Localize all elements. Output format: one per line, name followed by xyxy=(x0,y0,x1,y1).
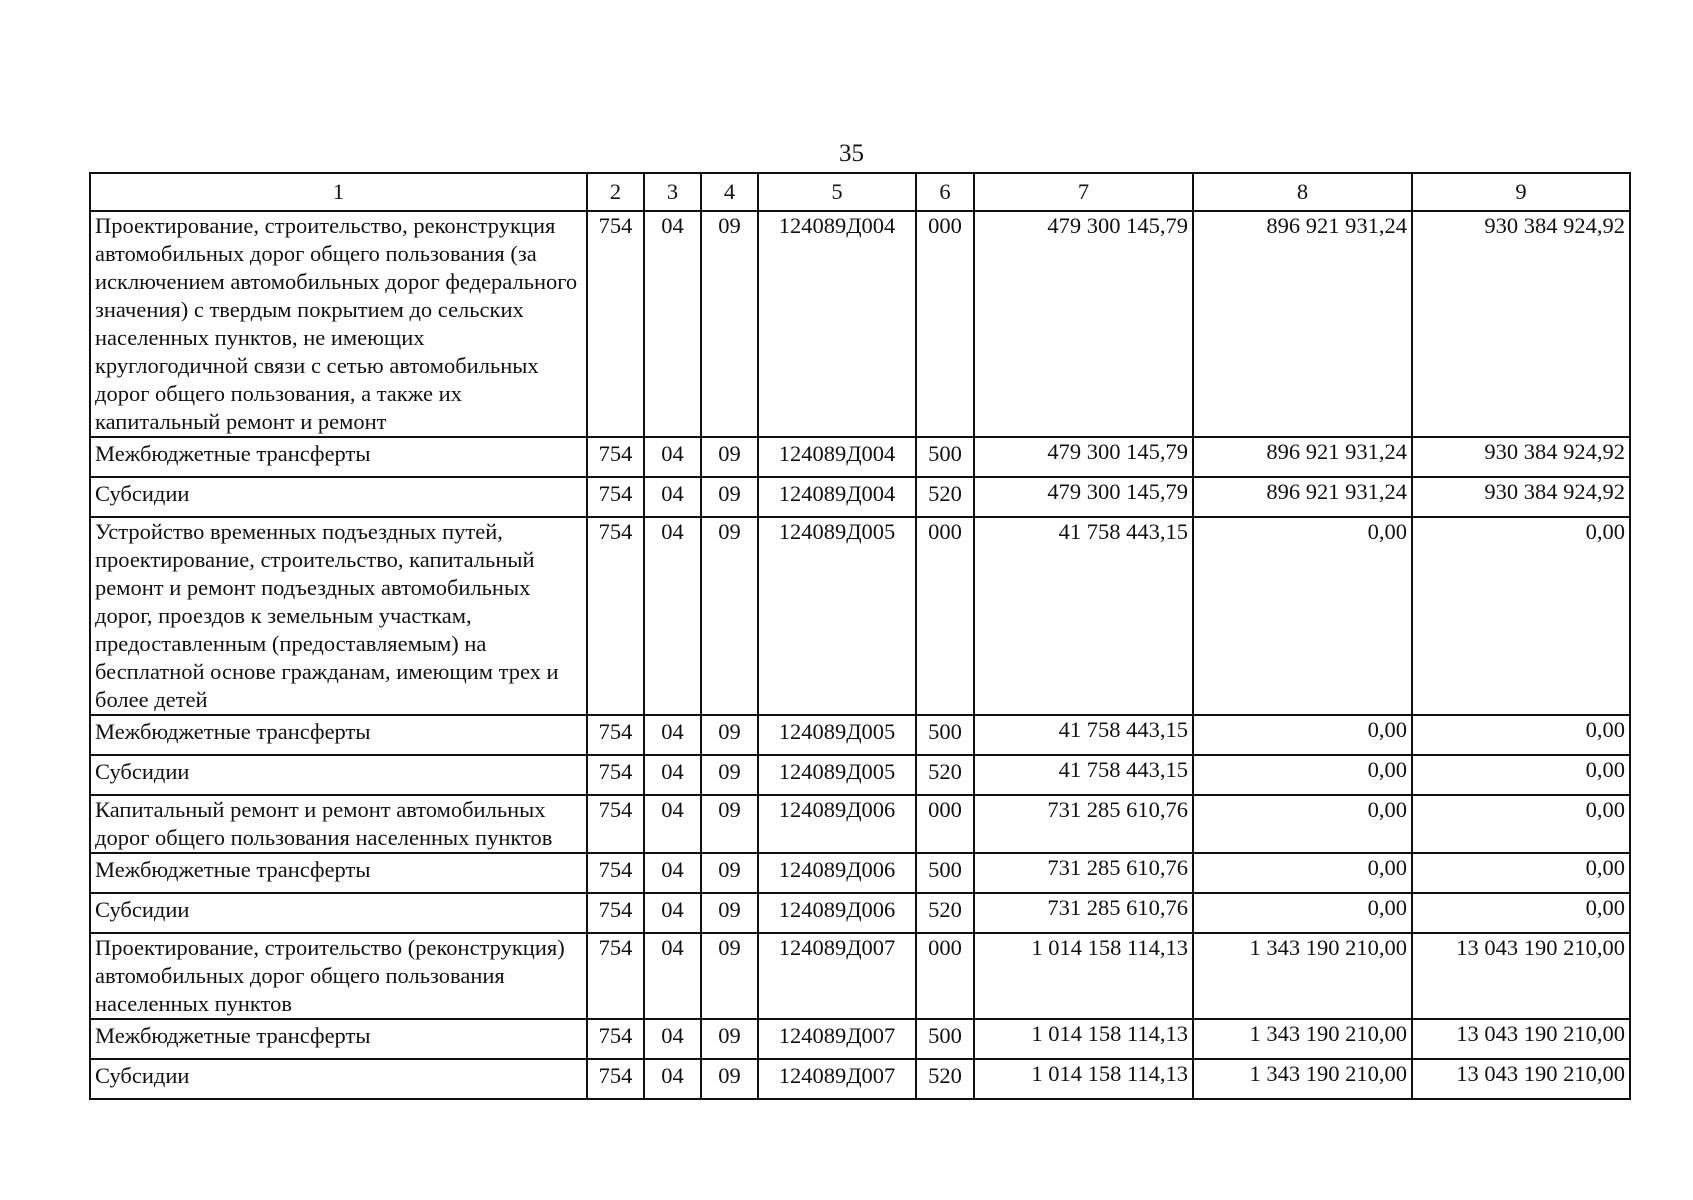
column-header-6: 6 xyxy=(916,173,974,211)
row-col-2: 754 xyxy=(587,517,644,715)
row-name: Межбюджетные трансферты xyxy=(90,1019,587,1059)
row-col-4: 09 xyxy=(701,715,758,755)
row-amount-9: 0,00 xyxy=(1412,893,1630,933)
row-amount-9: 0,00 xyxy=(1412,517,1630,715)
row-col-4: 09 xyxy=(701,477,758,517)
row-col-3: 04 xyxy=(644,853,701,893)
row-col-5: 124089Д006 xyxy=(758,795,916,853)
row-col-6: 520 xyxy=(916,477,974,517)
row-amount-7: 731 285 610,76 xyxy=(974,853,1193,893)
row-col-4: 09 xyxy=(701,211,758,437)
row-name: Межбюджетные трансферты xyxy=(90,853,587,893)
row-amount-7: 1 014 158 114,13 xyxy=(974,1019,1193,1059)
row-col-5: 124089Д004 xyxy=(758,437,916,477)
row-col-4: 09 xyxy=(701,437,758,477)
column-header-8: 8 xyxy=(1193,173,1412,211)
row-col-2: 754 xyxy=(587,933,644,1019)
row-amount-8: 0,00 xyxy=(1193,853,1412,893)
row-col-5: 124089Д007 xyxy=(758,1059,916,1099)
row-amount-8: 896 921 931,24 xyxy=(1193,477,1412,517)
column-header-4: 4 xyxy=(701,173,758,211)
row-amount-9: 13 043 190 210,00 xyxy=(1412,933,1630,1019)
row-amount-8: 0,00 xyxy=(1193,795,1412,853)
row-col-3: 04 xyxy=(644,211,701,437)
row-col-3: 04 xyxy=(644,437,701,477)
table-row xyxy=(90,893,1630,933)
column-header-5: 5 xyxy=(758,173,916,211)
row-col-2: 754 xyxy=(587,893,644,933)
row-col-4: 09 xyxy=(701,853,758,893)
row-col-3: 04 xyxy=(644,893,701,933)
row-col-4: 09 xyxy=(701,517,758,715)
budget-table xyxy=(89,172,1631,1100)
row-col-5: 124089Д004 xyxy=(758,477,916,517)
row-amount-8: 0,00 xyxy=(1193,755,1412,795)
row-name: Устройство временных подъездных путей, проектирование, строительство, капитальный ремонт и ремонт подъездных автомобильных дорог, проездов к земельным участкам, предоставленным (предоставляемым) на бесплатной основе гражданам, имеющим трех и более детей xyxy=(90,517,587,715)
row-col-5: 124089Д007 xyxy=(758,1019,916,1059)
row-col-6: 520 xyxy=(916,755,974,795)
row-col-4: 09 xyxy=(701,893,758,933)
row-amount-9: 13 043 190 210,00 xyxy=(1412,1019,1630,1059)
row-col-6: 500 xyxy=(916,715,974,755)
table-row xyxy=(90,477,1630,517)
row-amount-9: 930 384 924,92 xyxy=(1412,477,1630,517)
row-col-2: 754 xyxy=(587,1019,644,1059)
row-col-6: 000 xyxy=(916,517,974,715)
row-amount-7: 1 014 158 114,13 xyxy=(974,1059,1193,1099)
row-col-2: 754 xyxy=(587,437,644,477)
row-col-3: 04 xyxy=(644,795,701,853)
row-amount-9: 0,00 xyxy=(1412,755,1630,795)
row-col-4: 09 xyxy=(701,755,758,795)
table-row xyxy=(90,437,1630,477)
row-amount-8: 1 343 190 210,00 xyxy=(1193,933,1412,1019)
row-name: Межбюджетные трансферты xyxy=(90,437,587,477)
row-col-5: 124089Д005 xyxy=(758,715,916,755)
row-col-3: 04 xyxy=(644,517,701,715)
row-col-2: 754 xyxy=(587,795,644,853)
table-row xyxy=(90,715,1630,755)
row-amount-7: 479 300 145,79 xyxy=(974,477,1193,517)
row-col-6: 520 xyxy=(916,893,974,933)
row-col-4: 09 xyxy=(701,795,758,853)
row-col-6: 520 xyxy=(916,1059,974,1099)
column-header-7: 7 xyxy=(974,173,1193,211)
row-amount-8: 0,00 xyxy=(1193,893,1412,933)
row-amount-7: 479 300 145,79 xyxy=(974,437,1193,477)
row-amount-7: 731 285 610,76 xyxy=(974,795,1193,853)
row-col-5: 124089Д006 xyxy=(758,853,916,893)
table-row xyxy=(90,755,1630,795)
column-header-9: 9 xyxy=(1412,173,1630,211)
table-row xyxy=(90,1019,1630,1059)
row-col-4: 09 xyxy=(701,1059,758,1099)
row-name: Субсидии xyxy=(90,755,587,795)
column-header-2: 2 xyxy=(587,173,644,211)
row-col-2: 754 xyxy=(587,211,644,437)
row-amount-7: 41 758 443,15 xyxy=(974,715,1193,755)
row-amount-7: 41 758 443,15 xyxy=(974,755,1193,795)
row-col-6: 000 xyxy=(916,211,974,437)
row-amount-7: 41 758 443,15 xyxy=(974,517,1193,715)
row-amount-8: 1 343 190 210,00 xyxy=(1193,1059,1412,1099)
row-name: Проектирование, строительство, реконструкция автомобильных дорог общего пользования (за исключением автомобильных дорог федерального значения) с твердым покрытием до сельских населенных пунктов, не имеющих круглогодичной связи с сетью автомобильных дорог общего пользования, а также их капитальный ремонт и ремонт xyxy=(90,211,587,437)
row-col-3: 04 xyxy=(644,1059,701,1099)
row-amount-9: 0,00 xyxy=(1412,715,1630,755)
row-col-5: 124089Д005 xyxy=(758,517,916,715)
row-col-5: 124089Д006 xyxy=(758,893,916,933)
row-amount-8: 896 921 931,24 xyxy=(1193,211,1412,437)
column-header-3: 3 xyxy=(644,173,701,211)
row-amount-9: 0,00 xyxy=(1412,795,1630,853)
row-amount-8: 0,00 xyxy=(1193,517,1412,715)
table-row xyxy=(90,853,1630,893)
row-amount-9: 930 384 924,92 xyxy=(1412,437,1630,477)
row-amount-8: 1 343 190 210,00 xyxy=(1193,1019,1412,1059)
table-header-row xyxy=(90,173,1630,211)
table-row xyxy=(90,1059,1630,1099)
table-row xyxy=(90,211,1630,437)
row-amount-9: 930 384 924,92 xyxy=(1412,211,1630,437)
row-amount-8: 896 921 931,24 xyxy=(1193,437,1412,477)
row-col-2: 754 xyxy=(587,477,644,517)
row-col-3: 04 xyxy=(644,477,701,517)
row-amount-9: 13 043 190 210,00 xyxy=(1412,1059,1630,1099)
row-name: Субсидии xyxy=(90,477,587,517)
row-name: Межбюджетные трансферты xyxy=(90,715,587,755)
row-name: Проектирование, строительство (реконструкция) автомобильных дорог общего пользования населенных пунктов xyxy=(90,933,587,1019)
row-col-3: 04 xyxy=(644,933,701,1019)
row-col-6: 500 xyxy=(916,853,974,893)
row-name: Субсидии xyxy=(90,1059,587,1099)
row-col-3: 04 xyxy=(644,1019,701,1059)
row-col-3: 04 xyxy=(644,715,701,755)
row-amount-7: 479 300 145,79 xyxy=(974,211,1193,437)
row-col-6: 000 xyxy=(916,933,974,1019)
page-number: 35 xyxy=(839,140,864,167)
table-row xyxy=(90,517,1630,715)
row-amount-8: 0,00 xyxy=(1193,715,1412,755)
row-col-5: 124089Д004 xyxy=(758,211,916,437)
row-col-3: 04 xyxy=(644,755,701,795)
row-col-5: 124089Д005 xyxy=(758,755,916,795)
row-col-2: 754 xyxy=(587,853,644,893)
row-col-2: 754 xyxy=(587,1059,644,1099)
row-col-5: 124089Д007 xyxy=(758,933,916,1019)
row-col-4: 09 xyxy=(701,933,758,1019)
row-name: Капитальный ремонт и ремонт автомобильных дорог общего пользования населенных пунктов xyxy=(90,795,587,853)
row-col-2: 754 xyxy=(587,755,644,795)
row-name: Субсидии xyxy=(90,893,587,933)
row-col-6: 500 xyxy=(916,1019,974,1059)
row-amount-7: 1 014 158 114,13 xyxy=(974,933,1193,1019)
row-col-6: 500 xyxy=(916,437,974,477)
table-row xyxy=(90,795,1630,853)
column-header-1: 1 xyxy=(90,173,587,211)
row-amount-7: 731 285 610,76 xyxy=(974,893,1193,933)
row-col-2: 754 xyxy=(587,715,644,755)
row-amount-9: 0,00 xyxy=(1412,853,1630,893)
table-row xyxy=(90,933,1630,1019)
row-col-6: 000 xyxy=(916,795,974,853)
row-col-4: 09 xyxy=(701,1019,758,1059)
